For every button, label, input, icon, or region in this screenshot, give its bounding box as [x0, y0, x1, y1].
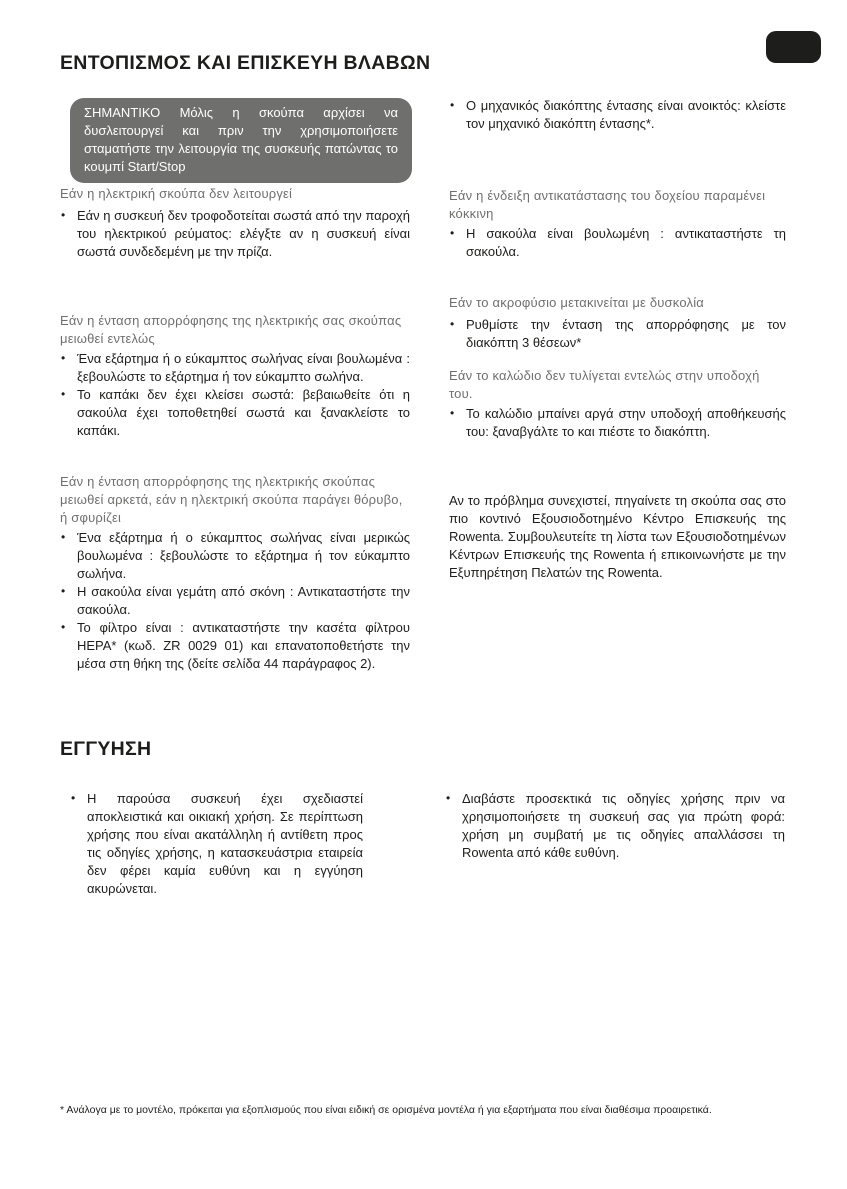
section-suction-reduced	[60, 473, 410, 673]
bullet-list	[60, 529, 410, 673]
important-notice: ΣΗΜΑΝΤΙΚΟ Μόλις η σκούπα αρχίσει να δυσλειτουργεί και πριν την χρησιμοποιήσετε σταματήστε την λειτουργία της συσκευής πατώντας το κουμπί Start/Stop	[70, 98, 412, 183]
section-nozzle	[449, 294, 786, 352]
bullet-list	[70, 790, 363, 898]
bullet-list	[449, 405, 786, 441]
section-cord-rewind	[449, 367, 786, 441]
list-item: • Διαβάστε προσεκτικά τις οδηγίες χρήσης πριν να χρησιμοποιήσετε τη συσκευή σας για πρώτη φορά: χρήση μη συμβατή με τις οδηγίες απαλλάσσει τη Rowenta από κάθε ευθύνη.	[445, 790, 785, 862]
list-item: • Το καλώδιο μπαίνει αργά στην υποδοχή αποθήκευσής του: ξαναβγάλτε το και πιέστε το διακόπτη.	[449, 405, 786, 441]
section-heading: Εάν το ακροφύσιο μετακινείται με δυσκολία	[449, 295, 705, 310]
list-item: • Ένα εξάρτημα ή ο εύκαμπτος σωλήνας είναι μερικώς βουλωμένα : ξεβουλώστε το εξάρτημα ή τον εύκαμπτο σωλήνα.	[60, 529, 410, 583]
list-item: • Η σακούλα είναι γεμάτη από σκόνη : Αντικαταστήστε την σακούλα.	[60, 583, 410, 619]
list-item: • Η παρούσα συσκευή έχει σχεδιαστεί αποκλειστικά και οικιακή χρήση. Σε περίπτωση χρήσης που είναι ακατάλληλη ή αντίθετη προς τις οδηγίες χρήσης, η κατασκευάστρια εταιρεία δεν φέρει καμία ευθύνη και η εγγύηση ακυρώνεται.	[70, 790, 363, 898]
footnote: * Ανάλογα με το μοντέλο, πρόκειται για εξοπλισμούς που είναι ειδική σε ορισμένα μοντέλα ή για εξαρτήματα που είναι διαθέσιμα προαιρετικά.	[60, 1104, 712, 1116]
bullet-list	[445, 790, 785, 862]
section-bag-indicator	[449, 187, 786, 261]
section-heading: Εάν η ένδειξη αντικατάστασης του δοχείου παραμένει κόκκινη	[449, 188, 766, 221]
warranty-left	[70, 790, 363, 898]
list-item: • Το καπάκι δεν έχει κλείσει σωστά: βεβαιωθείτε ότι η σακούλα έχει τοποθετηθεί σωστά και ξανακλείστε το καπάκι.	[60, 386, 410, 440]
section-heading: Εάν η ηλεκτρική σκούπα δεν λειτουργεί	[60, 186, 293, 201]
warranty-title: ΕΓΓΥΗΣΗ	[60, 738, 152, 760]
list-item: • Η σακούλα είναι βουλωμένη : αντικαταστήστε τη σακούλα.	[449, 225, 786, 261]
bullet-list	[449, 97, 786, 133]
bullet-list	[60, 207, 410, 261]
list-item: • Ένα εξάρτημα ή ο εύκαμπτος σωλήνας είναι βουλωμένα : ξεβουλώστε το εξάρτημα ή τον εύκαμπτο σωλήνα.	[60, 350, 410, 386]
section-mechanical-switch	[449, 97, 786, 133]
section-not-working	[60, 185, 410, 261]
list-item: • Το φίλτρο είναι : αντικαταστήστε την κασέτα φίλτρου HEPA* (κωδ. ZR 0029 01) και επανατοποθετήστε την μέσα στη θήκη της (δείτε σελίδα 44 παράγραφος 2).	[60, 619, 410, 673]
section-heading: Εάν η ένταση απορρόφησης της ηλεκτρικής σκούπας μειωθεί αρκετά, εάν η ηλεκτρική σκούπα παράγει θόρυβο, ή σφυρίζει	[60, 474, 403, 525]
bullet-list	[449, 225, 786, 261]
bullet-list	[60, 350, 410, 440]
bullet-list	[449, 316, 786, 352]
section-heading: Εάν η ένταση απορρόφησης της ηλεκτρικής σας σκούπας μειωθεί εντελώς	[60, 313, 402, 346]
list-item: • Ο μηχανικός διακόπτης έντασης είναι ανοικτός: κλείστε τον μηχανικό διακόπτη έντασης*.	[449, 97, 786, 133]
section-heading: Εάν το καλώδιο δεν τυλίγεται εντελώς στην υποδοχή του.	[449, 368, 760, 401]
warranty-right	[445, 790, 785, 862]
troubleshooting-title: ΕΝΤΟΠΙΣΜΟΣ ΚΑΙ ΕΠΙΣΚΕΥΗ ΒΛΑΒΩΝ	[60, 52, 431, 74]
closing-paragraph: Αν το πρόβλημα συνεχιστεί, πηγαίνετε τη σκούπα σας στο πιο κοντινό Εξουσιοδοτημένο Κέντρο Επισκευής της Rowenta. Συμβουλευτείτε τη λίστα των Εξουσιοδοτημένων Κέντρων Επισκευής της Rowenta ή επικοινωνήστε με την Εξυπηρέτηση Πελατών της Rowenta.	[449, 493, 786, 580]
list-item: • Εάν η συσκευή δεν τροφοδοτείται σωστά από την παροχή του ηλεκτρικού ρεύματος: ελέγξτε αν η συσκευή είναι σωστά συνδεδεμένη με την πρίζα.	[60, 207, 410, 261]
service-center-note	[449, 492, 786, 582]
list-item: • Ρυθμίστε την ένταση της απορρόφησης με τον διακόπτη 3 θέσεων*	[449, 316, 786, 352]
section-suction-lost	[60, 312, 410, 440]
page-tab-marker	[766, 31, 821, 63]
